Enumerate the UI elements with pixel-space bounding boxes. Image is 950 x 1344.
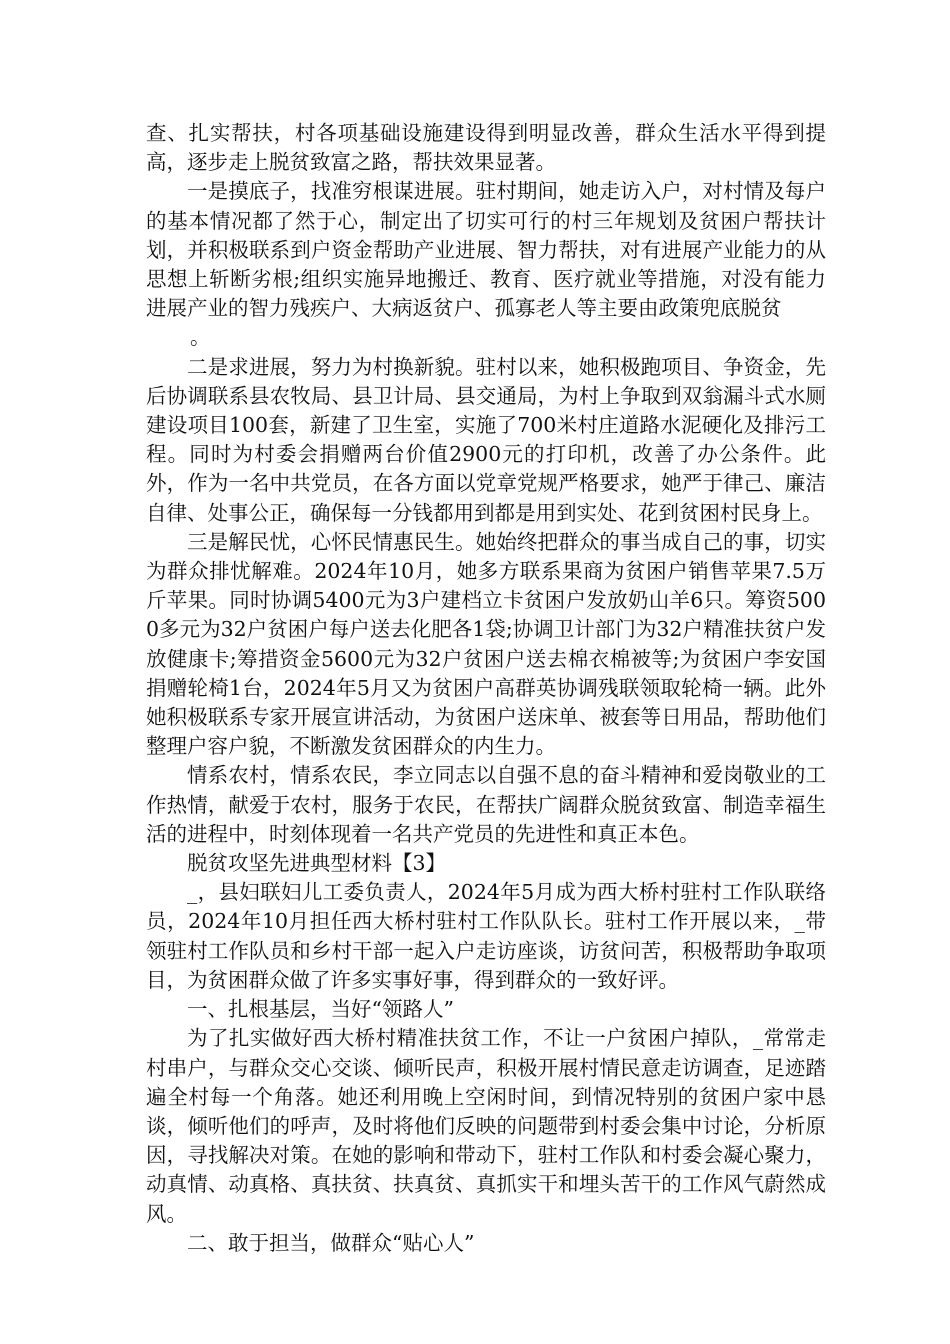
paragraph: 二是求进展，努力为村换新貌。驻村以来，她积极跑项目、争资金，先后协调联系县农牧局、县卫计局、县交通局，为村上争取到双翁漏斗式水厕建设项目100套，新建了卫生室，实施了700米村庄道路水泥硬化及排污工程。同时为村委会捐赠两台价值2900元的打印机，改善了办公条件。此外，作为一名中共党员，在各方面以党章党规严格要求，她严于律己、廉洁自律、处事公正，确保每一分钱都用到都是用到实处、花到贫困村民身上。 <box>146 354 826 525</box>
paragraph: 三是解民忧，心怀民情惠民生。她始终把群众的事当成自己的事，切实为群众排忧解难。2024年10月，她多方联系果商为贫困户销售苹果7.5万斤苹果。同时协调5400元为3户建档立卡贫困户发放奶山羊6只。筹资5000多元为32户贫困户每户送去化肥各1袋;协调卫计部门为32户精准扶贫户发放健康卡;筹措资金5600元为32户贫困户送去棉衣棉被等;为贫困户李安国捐赠轮椅1台，2024年5月又为贫困户高群英协调残联领取轮椅一辆。此外她积极联系专家开展宣讲活动，为贫困户送床单、被套等日用品，帮助他们整理户容户貌，不断激发贫困群众的内生力。 <box>146 529 826 759</box>
paragraph: 为了扎实做好西大桥村精准扶贫工作，不让一户贫困户掉队，_常常走村串户，与群众交心交谈、倾听民声，积极开展村情民意走访调查，足迹踏遍全村每一个角落。她还利用晚上空闲时间，到情况特别的贫困户家中恳谈，倾听他们的呼声，及时将他们反映的问题带到村委会集中讨论，分析原因，寻找解决对策。在她的影响和带动下，驻村工作队和村委会凝心聚力，动真情、动真格、真扶贫、扶真贫、真抓实干和埋头苦干的工作风气蔚然成风。 <box>146 1026 826 1226</box>
paragraph: _，县妇联妇儿工委负责人，2024年5月成为西大桥村驻村工作队联络员，2024年10月担任西大桥村驻村工作队队长。驻村工作开展以来，_带领驻村工作队员和乡村干部一起入户走访座谈，访贫问苦，积极帮助争取项目，为贫困群众做了许多实事好事，得到群众的一致好评。 <box>146 880 826 992</box>
paragraph: 一是摸底子，找准穷根谋进展。驻村期间，她走访入户，对村情及每户的基本情况都了然于心，制定出了切实可行的村三年规划及贫困户帮扶计划，并积极联系到户资金帮助产业进展、智力帮扶，对有进展产业能力的从思想上斩断劣根;组织实施异地搬迁、教育、医疗就业等措施，对没有能力进展产业的智力残疾户、大病返贫户、孤寡老人等主要由政策兜底脱贫 <box>146 179 826 321</box>
subsection-heading: 一、扎根基层，当好“领路人” <box>187 997 454 1022</box>
paragraph: 查、扎实帮扶，村各项基础设施建设得到明显改善，群众生活水平得到提高，逐步走上脱贫致富之路，帮扶效果显著。 <box>146 121 826 175</box>
paragraph-fragment: 。 <box>190 325 211 350</box>
subsection-heading: 二、敢于担当，做群众“贴心人” <box>187 1230 475 1255</box>
section-heading: 脱贫攻坚先进典型材料【3】 <box>187 851 447 876</box>
document-body <box>146 119 826 1258</box>
paragraph: 情系农村，情系农民，李立同志以自强不息的奋斗精神和爱岗敬业的工作热情，献爱于农村，服务于农民，在帮扶广阔群众脱贫致富、制造幸福生活的进程中，时刻体现着一名共产党员的先进性和真正本色。 <box>146 763 826 846</box>
